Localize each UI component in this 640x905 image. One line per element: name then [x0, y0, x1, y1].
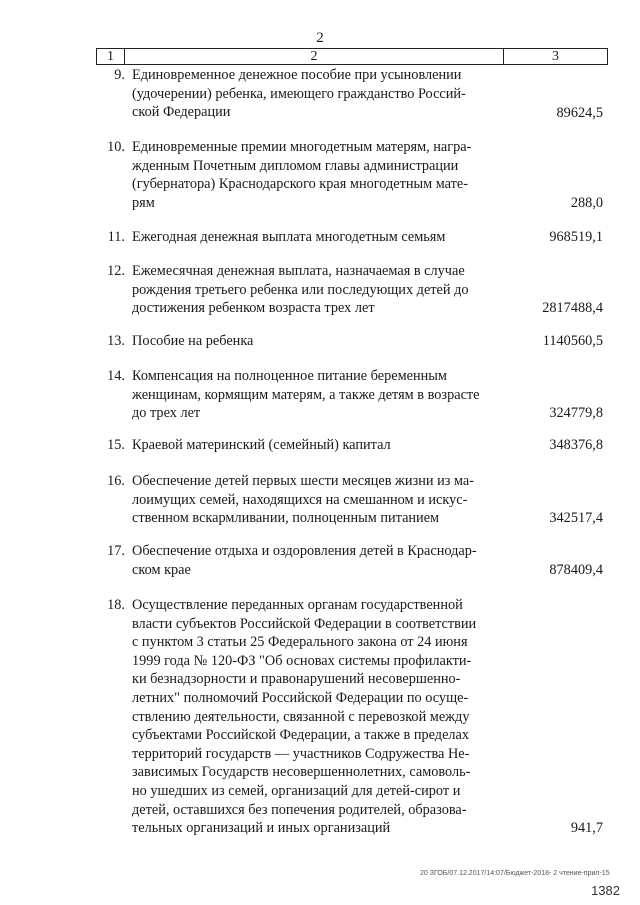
- row-number: 15.: [107, 437, 125, 453]
- row-number: 13.: [107, 333, 125, 349]
- row-amount: 342517,4: [549, 510, 603, 526]
- row-number: 17.: [107, 543, 125, 559]
- page-number: 2: [316, 30, 324, 46]
- footer-document-path: 20 ЗГОБ/07.12.2017/14:07/Бюджет-2018- 2 чтение-прил-15: [420, 870, 610, 877]
- row-amount: 89624,5: [556, 105, 603, 121]
- row-description: Единовременное денежное пособие при усыновлении (удочерении) ребенка, имеющего гражданство Россий- ской Федерации: [132, 67, 466, 121]
- row-description: Пособие на ребенка: [132, 333, 254, 349]
- row-description: Обеспечение отдыха и оздоровления детей в Краснодар- ском крае: [132, 543, 477, 578]
- row-number: 14.: [107, 368, 125, 384]
- row-number: 10.: [107, 139, 125, 155]
- column-3-header: 3: [552, 49, 559, 64]
- column-1-header: 1: [97, 49, 125, 64]
- row-amount: 324779,8: [549, 405, 603, 421]
- row-description: Обеспечение детей первых шести месяцев жизни из ма- лоимущих семей, находящихся на смешанном и искус- ственном вскармливании, полноценным питанием: [132, 473, 475, 527]
- row-description: Ежегодная денежная выплата многодетным семьям: [132, 229, 446, 245]
- row-number: 18.: [107, 597, 125, 613]
- row-description: Единовременные премии многодетным матерям, награ- жденным Почетным дипломом главы администрации (губернатора) Краснодарского края многодетным мате- рям: [132, 139, 472, 211]
- column-2-header: 2: [125, 49, 504, 64]
- row-description: Осуществление переданных органам государственной власти субъектов Российской Федерации в соответствии с пунктом 3 статьи 25 Федерального закона от 24 июня 1999 года № 120-ФЗ "Об основах системы профилакти- ки безнадзорности и правонарушений несовершенно- летних" полномочий Российской Федерации по осуще- ствлению деятельности, связанной с перевозкой между субъектами Российской Федерации, а также в пределах территорий государств — участников Содружества Не- зависимых Государств несовершеннолетних, самоволь- но ушедших из семей, организаций для детей-сирот и детей, оставшихся без попечения родителей, образова- тельных организаций и иных организаций: [132, 597, 477, 837]
- row-amount: 941,7: [570, 820, 603, 836]
- table-column-header: [96, 48, 608, 65]
- row-number: 9.: [114, 67, 125, 83]
- page-stamp: 1382: [591, 883, 620, 898]
- row-amount: 2817488,4: [542, 300, 603, 316]
- row-amount: 1140560,5: [542, 333, 603, 349]
- row-amount: 348376,8: [549, 437, 603, 453]
- row-amount: 968519,1: [549, 229, 603, 245]
- row-number: 12.: [107, 263, 125, 279]
- row-number: 16.: [107, 473, 125, 489]
- row-description: Ежемесячная денежная выплата, назначаемая в случае рождения третьего ребенка или последующих детей до достижения ребенком возраста трех лет: [132, 263, 469, 317]
- row-description: Краевой материнский (семейный) капитал: [132, 437, 391, 453]
- row-description: Компенсация на полноценное питание беременным женщинам, кормящим матерям, а также детям в возрасте до трех лет: [132, 368, 480, 422]
- row-amount: 878409,4: [549, 562, 603, 578]
- row-amount: 288,0: [570, 195, 603, 211]
- row-number: 11.: [107, 229, 125, 245]
